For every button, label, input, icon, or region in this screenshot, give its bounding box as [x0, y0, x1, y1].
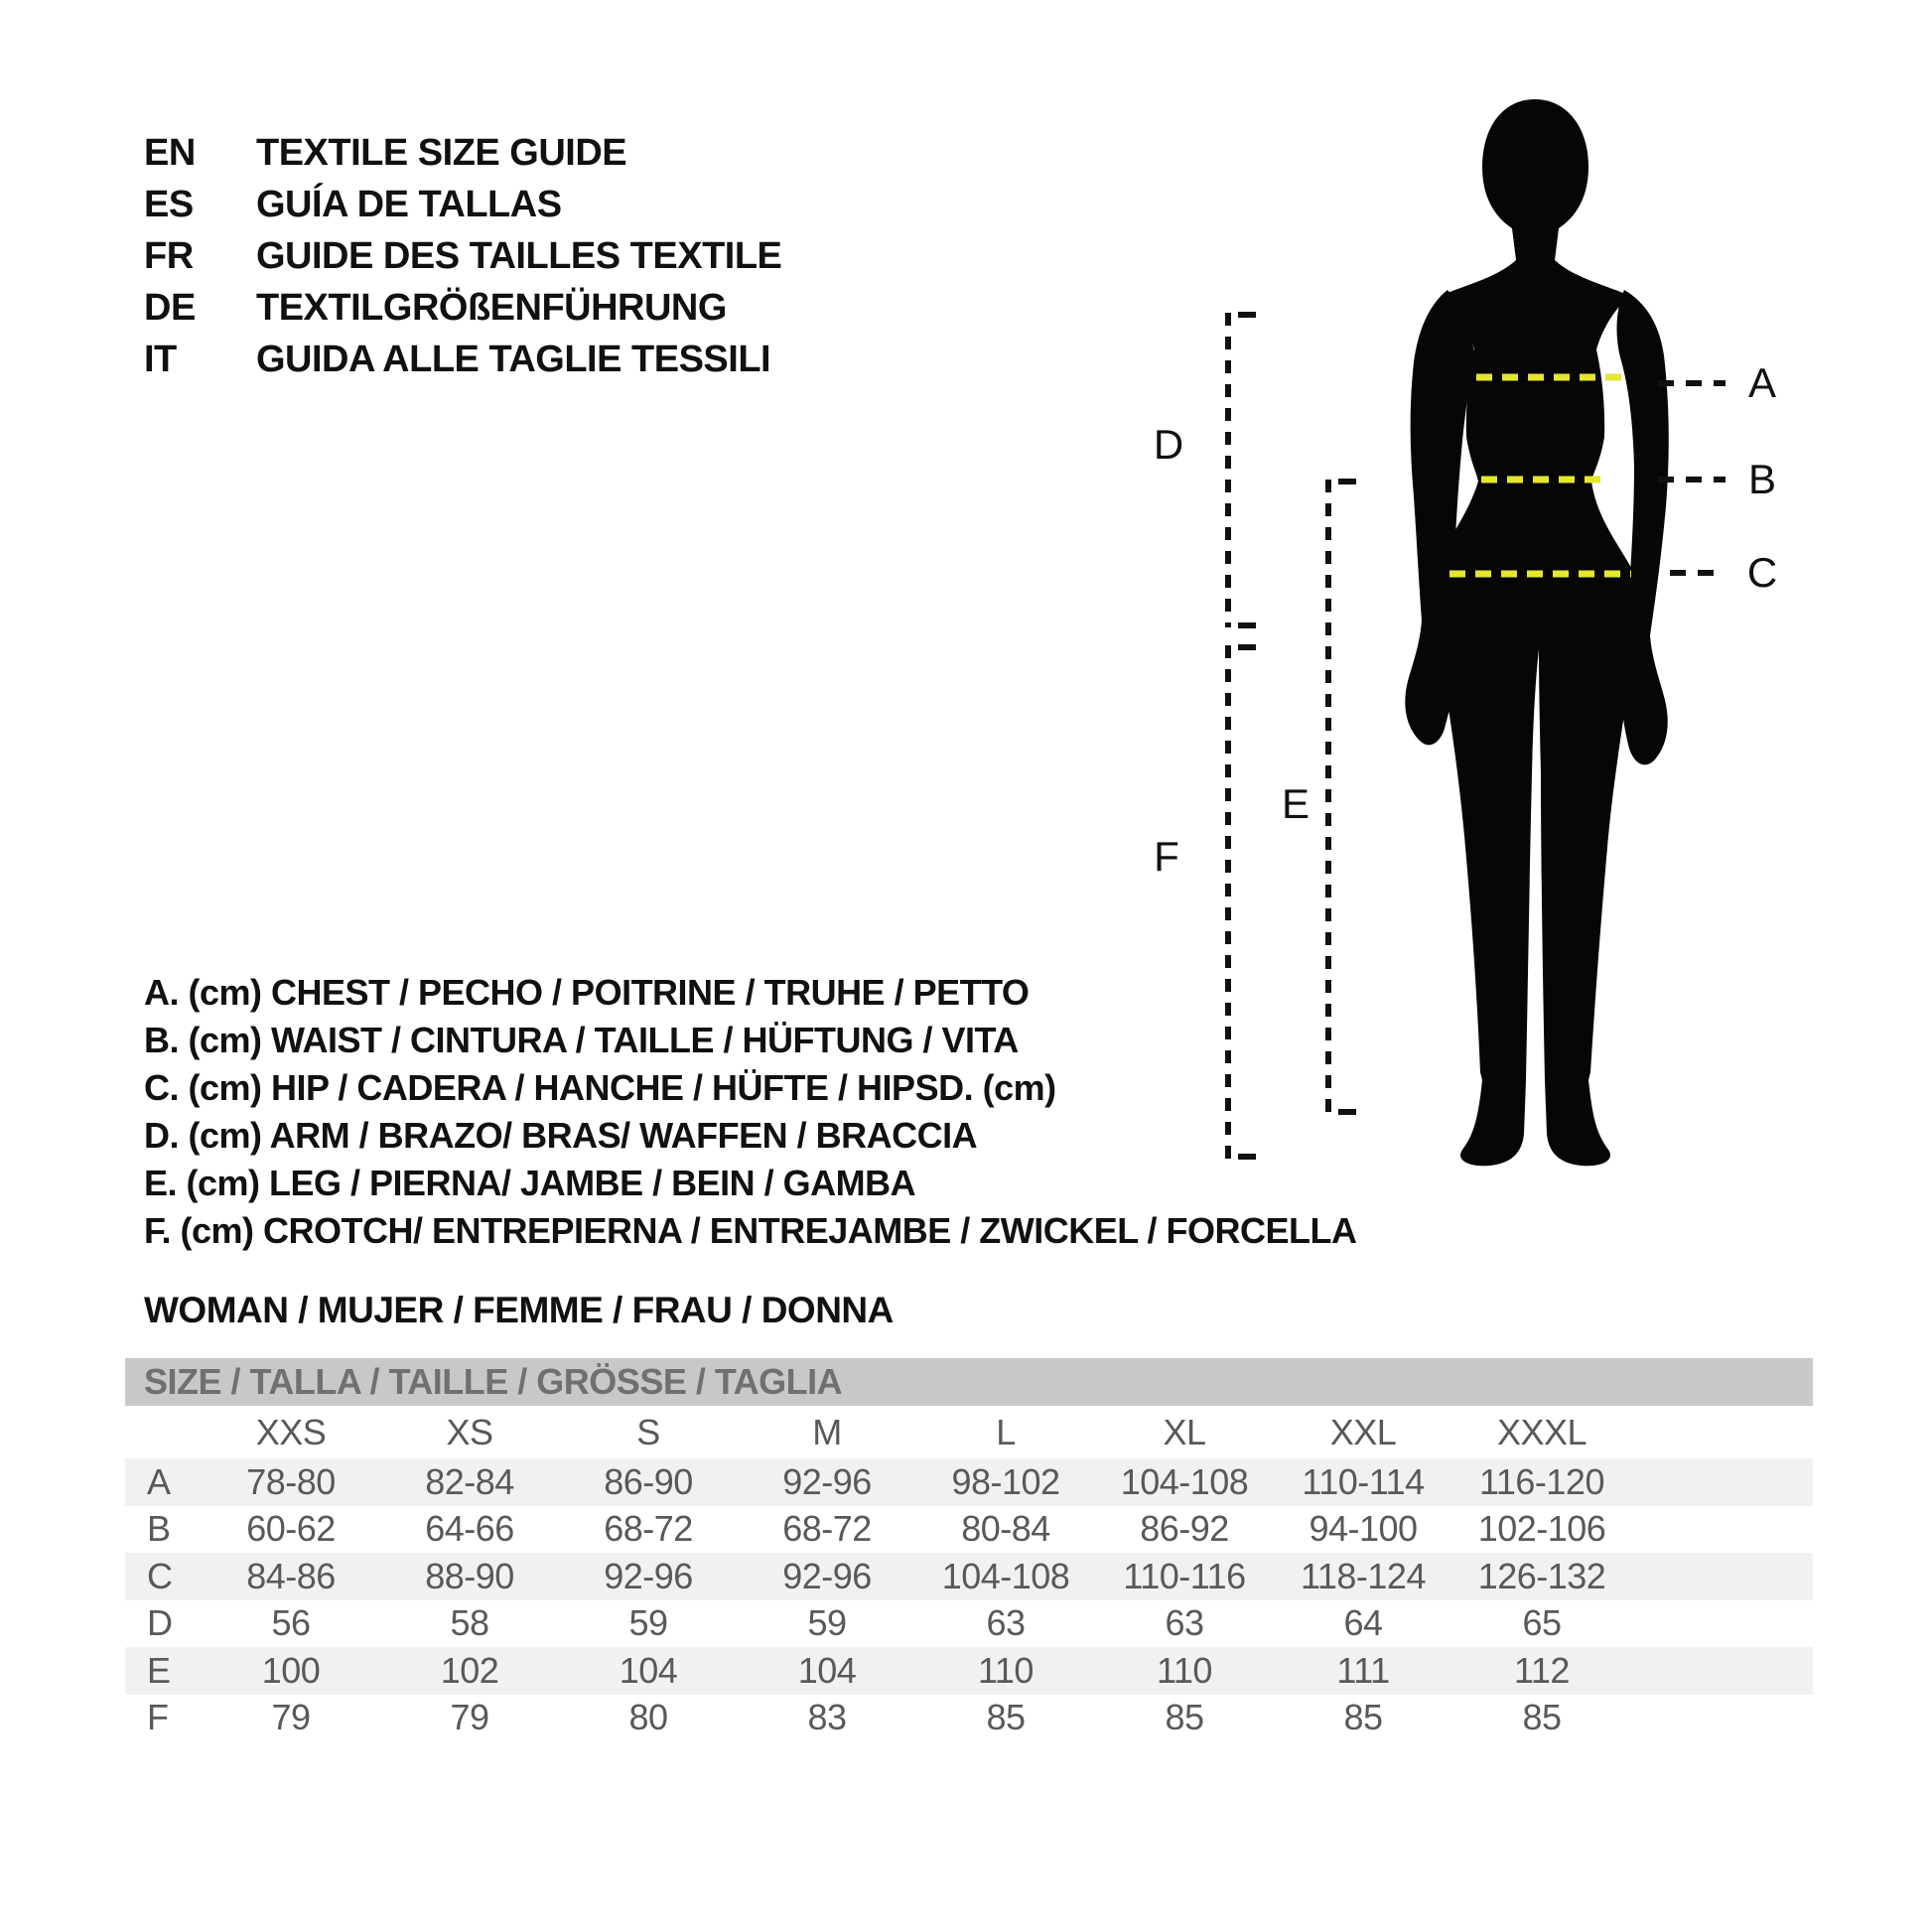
value-cell: 68-72: [604, 1508, 693, 1550]
value-cell: 85: [1165, 1697, 1204, 1738]
value-cell: 56: [271, 1602, 311, 1644]
gender-heading: WOMAN / MUJER / FEMME / FRAU / DONNA: [144, 1290, 894, 1330]
value-cell: 111: [1336, 1649, 1390, 1691]
value-cell: 92-96: [782, 1460, 872, 1502]
woman-right-arm: [1617, 290, 1669, 764]
size-name: XXXL: [1496, 1411, 1587, 1452]
value-cell: 58: [450, 1602, 489, 1644]
size-name: S: [636, 1411, 660, 1452]
value-cell: 94-100: [1309, 1508, 1418, 1550]
language-title-list: [144, 127, 781, 385]
size-table: [125, 1358, 1813, 1741]
legend-item-crotch: F. (cm) CROTCH/ ENTREPIERNA / ENTREJAMBE / ZWICKEL / FORCELLA: [144, 1210, 1357, 1251]
value-cell: 85: [1522, 1697, 1562, 1738]
value-cell: 104: [797, 1649, 857, 1691]
row-label: F: [147, 1697, 169, 1738]
row-label: D: [147, 1602, 173, 1644]
value-cell: 80: [628, 1697, 668, 1738]
value-cell: 83: [807, 1697, 847, 1738]
language-code: FR: [144, 235, 194, 277]
table-row-hip: [125, 1553, 1813, 1600]
table-row-waist: [125, 1506, 1813, 1554]
language-row-de: [144, 282, 781, 334]
value-cell: 79: [271, 1697, 311, 1738]
measure-label-c: C: [1746, 549, 1778, 596]
value-cell: 110: [1157, 1649, 1212, 1691]
value-cell: 65: [1522, 1602, 1562, 1644]
size-table-header-bar: SIZE / TALLA / TAILLE / GRÖSSE / TAGLIA: [125, 1358, 1813, 1406]
value-cell: 126-132: [1477, 1555, 1606, 1596]
size-table-grid: [125, 1406, 1813, 1741]
measure-label-d: D: [1153, 421, 1184, 468]
value-cell: 82-84: [425, 1460, 514, 1502]
table-row-chest: [125, 1458, 1813, 1506]
value-cell: 68-72: [782, 1508, 872, 1550]
size-names-row: [125, 1406, 1813, 1458]
table-row-arm: [125, 1600, 1813, 1648]
value-cell: 64-66: [425, 1508, 514, 1550]
measure-label-f: F: [1154, 833, 1179, 880]
size-name: XXS: [255, 1411, 327, 1452]
size-name: XS: [446, 1411, 493, 1452]
value-cell: 60-62: [246, 1508, 336, 1550]
value-cell: 80-84: [961, 1508, 1050, 1550]
row-label: B: [147, 1508, 171, 1550]
table-row-leg: [125, 1647, 1813, 1695]
size-cell-empty: [125, 1406, 202, 1458]
value-cell: 79: [450, 1697, 489, 1738]
value-cell-filler: [1631, 1695, 1813, 1742]
table-row-crotch: [125, 1695, 1813, 1742]
value-cell: 64: [1343, 1602, 1383, 1644]
value-cell: 116-120: [1479, 1460, 1604, 1502]
guide-title: GUÍA DE TALLAS: [256, 184, 562, 225]
guide-title: TEXTILGRÖßENFÜHRUNG: [256, 287, 727, 329]
legend-item-waist: B. (cm) WAIST / CINTURA / TAILLE / HÜFTUNG / VITA: [144, 1020, 1019, 1060]
size-name: XXL: [1329, 1411, 1397, 1452]
language-row-it: [144, 334, 781, 385]
legend-item-chest: A. (cm) CHEST / PECHO / POITRINE / TRUHE / PETTO: [144, 972, 1030, 1013]
legend-item-leg: E. (cm) LEG / PIERNA/ JAMBE / BEIN / GAMBA: [144, 1163, 916, 1203]
value-cell: 92-96: [782, 1555, 872, 1596]
value-cell: 85: [1343, 1697, 1383, 1738]
measure-label-b: B: [1747, 456, 1777, 502]
language-row-es: [144, 179, 781, 230]
value-cell: 104: [619, 1649, 678, 1691]
value-cell: 86-92: [1140, 1508, 1229, 1550]
size-name: L: [996, 1411, 1016, 1452]
value-cell: 84-86: [246, 1555, 336, 1596]
language-code: ES: [144, 184, 194, 225]
language-code: IT: [144, 339, 177, 380]
value-cell: 88-90: [425, 1555, 514, 1596]
size-cell-filler: [1631, 1406, 1813, 1458]
legend-item-arm: D. (cm) ARM / BRAZO/ BRAS/ WAFFEN / BRACCIA: [144, 1115, 978, 1156]
value-cell: 102: [440, 1649, 499, 1691]
value-cell: 85: [986, 1697, 1026, 1738]
value-cell: 110-114: [1302, 1460, 1425, 1502]
value-cell: 110-116: [1123, 1555, 1246, 1596]
value-cell: 104-108: [941, 1555, 1070, 1596]
value-cell: 112: [1514, 1649, 1570, 1691]
value-cell: 110: [978, 1649, 1034, 1691]
value-cell: 86-90: [604, 1460, 693, 1502]
language-row-fr: [144, 230, 781, 282]
row-label: C: [147, 1555, 173, 1596]
value-cell: 104-108: [1120, 1460, 1249, 1502]
measurement-legend: [144, 969, 1357, 1255]
value-cell: 59: [628, 1602, 668, 1644]
value-cell: 100: [261, 1649, 321, 1691]
row-label: E: [147, 1649, 171, 1691]
language-row-en: [144, 127, 781, 179]
value-cell: 102-106: [1477, 1508, 1606, 1550]
value-cell: 92-96: [604, 1555, 693, 1596]
measure-label-a: A: [1747, 359, 1777, 406]
guide-title: TEXTILE SIZE GUIDE: [256, 132, 627, 174]
row-label: A: [147, 1460, 171, 1502]
value-cell: 59: [807, 1602, 847, 1644]
value-cell-filler: [1631, 1506, 1813, 1554]
value-cell-filler: [1631, 1600, 1813, 1648]
value-cell-filler: [1631, 1458, 1813, 1506]
guide-title: GUIDA ALLE TAGLIE TESSILI: [256, 339, 771, 380]
size-name: M: [812, 1411, 842, 1452]
value-cell: 98-102: [951, 1460, 1060, 1502]
woman-body-silhouette: [1431, 99, 1638, 1166]
size-name: XL: [1163, 1411, 1206, 1452]
value-cell-filler: [1631, 1553, 1813, 1600]
measure-label-e: E: [1281, 780, 1311, 827]
value-cell: 118-124: [1301, 1555, 1426, 1596]
value-cell: 78-80: [246, 1460, 336, 1502]
guide-title: GUIDE DES TAILLES TEXTILE: [256, 235, 782, 277]
language-code: EN: [144, 132, 196, 174]
value-cell-filler: [1631, 1647, 1813, 1695]
value-cell: 63: [986, 1602, 1026, 1644]
value-cell: 63: [1165, 1602, 1204, 1644]
legend-item-hip: C. (cm) HIP / CADERA / HANCHE / HÜFTE / HIPSD. (cm): [144, 1067, 1056, 1108]
language-code: DE: [144, 287, 196, 329]
